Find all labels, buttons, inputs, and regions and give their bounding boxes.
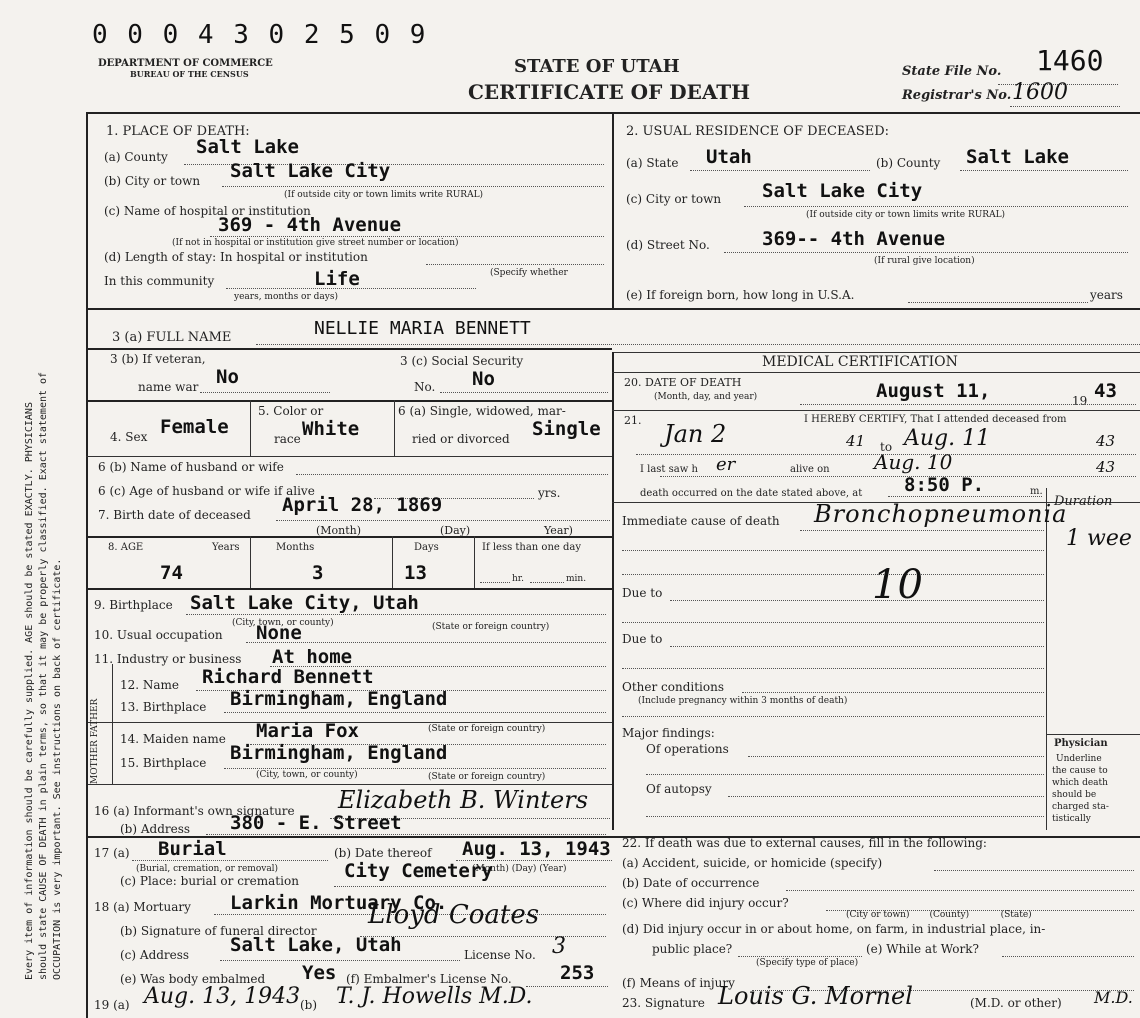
- death-year-prefix: 19: [1072, 394, 1088, 408]
- yrs-label: yrs.: [538, 486, 561, 500]
- res-city-label: (c) City or town: [626, 192, 722, 206]
- social-security-label: 3 (c) Social Security: [400, 354, 524, 368]
- mortuary-address-label: (c) Address: [120, 948, 190, 962]
- pod-city-label: (b) City or town: [104, 174, 201, 188]
- m-label: m.: [1030, 486, 1043, 497]
- certify-number: 21.: [624, 414, 642, 427]
- last-saw-her: er: [716, 454, 736, 475]
- pod-city-value: Salt Lake City: [230, 160, 391, 182]
- specify-place-note: (Specify type of place): [756, 958, 859, 968]
- res-street-label: (d) Street No.: [626, 238, 710, 252]
- while-at-work-label: (e) While at Work?: [866, 942, 979, 956]
- birth-year-note: Year): [544, 524, 573, 537]
- pod-community-label: In this community: [104, 274, 215, 288]
- birthplace-value: Salt Lake City, Utah: [190, 592, 419, 614]
- other-conditions-note: (Include pregnancy within 3 months of death): [638, 696, 848, 706]
- department-label: DEPARTMENT OF COMMERCE: [98, 58, 273, 69]
- res-city-value: Salt Lake City: [762, 180, 923, 202]
- alive-label: alive on: [790, 464, 830, 475]
- state-heading: STATE OF UTAH: [514, 56, 680, 77]
- embalmed-value: Yes: [302, 962, 337, 984]
- immediate-cause-value: Bronchopneumonia: [814, 500, 1068, 528]
- filed-label: 19 (a): [94, 998, 130, 1012]
- immediate-cause-label: Immediate cause of death: [622, 514, 780, 528]
- occurrence-label: (b) Date of occurrence: [622, 876, 760, 890]
- director-signature: Lloyd Coates: [368, 900, 540, 930]
- pod-county-value: Salt Lake: [196, 136, 299, 158]
- mother-city-note: (City, town, or county): [256, 770, 358, 780]
- age-years-col: Years: [212, 542, 240, 553]
- due-to-2-label: Due to: [622, 632, 663, 646]
- res-county-label: (b) County: [876, 156, 941, 170]
- pod-ymd-note: years, months or days): [234, 292, 338, 302]
- mother-name-value: Maria Fox: [256, 720, 359, 742]
- of-autopsy-label: Of autopsy: [646, 782, 712, 796]
- attended-to-year: 43: [1096, 432, 1116, 450]
- birth-month-note: (Month): [316, 524, 362, 537]
- full-name-value: NELLIE MARIA BENNETT: [314, 318, 531, 339]
- spouse-name-label: 6 (b) Name of husband or wife: [98, 460, 284, 474]
- industry-value: At home: [272, 646, 353, 668]
- min-label: min.: [566, 574, 587, 584]
- pod-community-value: Life: [314, 268, 360, 290]
- means-label: (f) Means of injury: [622, 976, 735, 990]
- birth-date-label: 7. Birth date of deceased: [98, 508, 251, 522]
- burial-label: 17 (a): [94, 846, 130, 860]
- res-foreign-label: (e) If foreign born, how long in U.S.A.: [626, 288, 855, 302]
- pod-specify-note: (Specify whether: [490, 268, 568, 278]
- accident-label: (a) Accident, suicide, or homicide (specify): [622, 856, 883, 870]
- occurred-label: death occurred on the date stated above, at: [640, 488, 863, 499]
- attended-from-date: Jan 2: [664, 420, 727, 448]
- medical-certification-title: MEDICAL CERTIFICATION: [762, 354, 958, 370]
- marital-value: Single: [532, 418, 601, 440]
- burial-place-value: City Cemetery: [344, 860, 493, 882]
- mother-birthplace-label: 15. Birthplace: [120, 756, 207, 770]
- date-of-death-value: August 11,: [876, 380, 991, 402]
- last-saw-label: I last saw h: [640, 464, 698, 475]
- bureau-label: BUREAU OF THE CENSUS: [130, 69, 249, 79]
- race-value: White: [302, 418, 360, 440]
- physician-signature: Louis G. Mornel: [718, 982, 913, 1010]
- to-label: to: [880, 440, 893, 454]
- age-months-col: Months: [276, 542, 315, 553]
- major-findings-label: Major findings:: [622, 726, 715, 740]
- physician-box-1: Physician: [1054, 738, 1108, 749]
- age-days-col: Days: [414, 542, 439, 553]
- full-name-label: 3 (a) FULL NAME: [112, 330, 232, 345]
- race-label: race: [274, 432, 301, 446]
- side-instructions-3: OCCUPATION is very important. See instructions on back of certificate.: [52, 558, 63, 980]
- burial-date-value: Aug. 13, 1943: [462, 838, 611, 860]
- age-years-value: 74: [160, 562, 183, 584]
- physician-box-2: Underline: [1056, 754, 1102, 764]
- mother-state-note: (State or foreign country): [428, 772, 546, 782]
- md-label: (M.D. or other): [970, 996, 1062, 1010]
- due-to-1-value: 10: [872, 562, 923, 608]
- death-year-value: 43: [1094, 380, 1117, 402]
- pod-county-label: (a) County: [104, 150, 168, 164]
- physician-box-4: which death: [1052, 778, 1108, 788]
- informant-address-label: (b) Address: [120, 822, 191, 836]
- father-name-label: 12. Name: [120, 678, 180, 692]
- informant-label: 16 (a) Informant's own signature: [94, 804, 295, 818]
- duration-label: Duration: [1054, 494, 1113, 509]
- father-birthplace-value: Birmingham, England: [230, 688, 448, 710]
- burial-date-label: (b) Date thereof: [334, 846, 432, 860]
- registrar-label: Registrar's No.: [902, 88, 1012, 103]
- res-county-value: Salt Lake: [966, 146, 1069, 168]
- pod-hospital-value: 369 - 4th Avenue: [218, 214, 402, 236]
- side-instructions-1: Every item of information should be carefully supplied. AGE should be stated EXACTLY. PHYSICIANS: [24, 402, 35, 980]
- pod-stay-label: (d) Length of stay: In hospital or institution: [104, 250, 368, 264]
- burial-place-label: (c) Place: burial or cremation: [120, 874, 299, 888]
- hr-label: hr.: [512, 574, 524, 584]
- other-conditions-label: Other conditions: [622, 680, 725, 694]
- informant-address-value: 380 - E. Street: [230, 812, 402, 834]
- mortuary-value: Larkin Mortuary Co.: [230, 892, 448, 914]
- bp-city-note: (City, town, or county): [232, 618, 334, 628]
- where-label: (c) Where did injury occur?: [622, 896, 789, 910]
- physician-box-5: should be: [1052, 790, 1097, 800]
- residence-label: 2. USUAL RESIDENCE OF DECEASED:: [626, 124, 890, 139]
- mother-father-label: MOTHER FATHER: [90, 698, 100, 784]
- mother-name-label: 14. Maiden name: [120, 732, 226, 746]
- public-place-label: public place?: [652, 942, 733, 956]
- ss-no-label: No.: [414, 380, 436, 394]
- age-months-value: 3: [312, 562, 324, 584]
- age-label: 8. AGE: [108, 542, 144, 553]
- mortuary-address-value: Salt Lake, Utah: [230, 934, 402, 956]
- where-note: (City or town) (County) (State): [846, 910, 1032, 920]
- res-years-label: years: [1090, 288, 1123, 302]
- registrar-signature: T. J. Howells M.D.: [336, 984, 533, 1009]
- occupation-value: None: [256, 622, 302, 644]
- certificate-title: CERTIFICATE OF DEATH: [468, 80, 751, 104]
- license-value: 3: [552, 934, 566, 959]
- birth-day-note: (Day): [440, 524, 471, 537]
- physician-box-3: the cause to: [1052, 766, 1108, 776]
- alive-year: 43: [1096, 458, 1116, 476]
- physician-box-6: charged sta-: [1052, 802, 1109, 812]
- burial-note: (Burial, cremation, or removal): [136, 864, 279, 874]
- res-street-note: (If rural give location): [874, 256, 975, 266]
- registrar-sig-label: (b): [300, 998, 318, 1012]
- burial-date-note: (Month) (Day) (Year): [472, 864, 567, 874]
- md-handwritten: M.D.: [1094, 988, 1133, 1007]
- veteran-label: 3 (b) If veteran,: [110, 352, 206, 366]
- home-label: (d) Did injury occur in or about home, on farm, in industrial place, in-: [622, 922, 1046, 936]
- embalmer-license-value: 253: [560, 962, 595, 984]
- color-label: 5. Color or: [258, 404, 324, 418]
- ss-value: No: [472, 368, 495, 390]
- birthplace-label: 9. Birthplace: [94, 598, 173, 612]
- date-of-death-label: 20. DATE OF DEATH: [624, 376, 742, 389]
- certify-text: I HEREBY CERTIFY, That I attended deceased from: [804, 414, 1067, 425]
- father-birthplace-label: 13. Birthplace: [120, 700, 207, 714]
- time-of-death: 8:50 P.: [904, 474, 985, 496]
- marital-label-2: ried or divorced: [412, 432, 510, 446]
- res-state-value: Utah: [706, 146, 752, 168]
- war-label: name war: [138, 380, 199, 394]
- registrar-number: 1600: [1012, 80, 1068, 105]
- attended-from-year: 41: [846, 432, 866, 450]
- alive-date: Aug. 10: [874, 450, 953, 474]
- war-value: No: [216, 366, 239, 388]
- res-street-value: 369-- 4th Avenue: [762, 228, 946, 250]
- state-file-number: 1460: [1036, 44, 1104, 77]
- res-city-note: (If outside city or town limits write RURAL): [806, 210, 1006, 220]
- place-of-death-label: 1. PLACE OF DEATH:: [106, 124, 250, 139]
- physician-box-7: tistically: [1052, 814, 1091, 824]
- pod-hospital-note: (If not in hospital or institution give street number or location): [172, 238, 459, 248]
- duration-value: 1 wee: [1066, 526, 1132, 551]
- informant-signature: Elizabeth B. Winters: [338, 786, 589, 814]
- director-label: (b) Signature of funeral director: [120, 924, 317, 938]
- less-than-day-col: If less than one day: [482, 542, 581, 553]
- date-of-death-note: (Month, day, and year): [654, 392, 758, 402]
- embalmer-license-label: (f) Embalmer's License No.: [346, 972, 512, 986]
- external-causes-label: 22. If death was due to external causes, fill in the following:: [622, 836, 987, 850]
- sex-value: Female: [160, 416, 229, 438]
- signature-label: 23. Signature: [622, 996, 705, 1010]
- embalmed-label: (e) Was body embalmed: [120, 972, 266, 986]
- burial-value: Burial: [158, 838, 227, 860]
- res-state-label: (a) State: [626, 156, 679, 170]
- license-label: License No.: [464, 948, 536, 962]
- birth-date-value: April 28, 1869: [282, 494, 443, 516]
- age-days-value: 13: [404, 562, 427, 584]
- pod-hospital-label: (c) Name of hospital or institution: [104, 204, 311, 218]
- side-instructions-2: should state CAUSE OF DEATH in plain terms, so that it may be properly classified. Exact statement of: [38, 371, 49, 980]
- bp-state-note: (State or foreign country): [432, 622, 550, 632]
- state-file-label: State File No.: [902, 64, 1002, 79]
- mother-birthplace-value: Birmingham, England: [230, 742, 448, 764]
- marital-label-1: 6 (a) Single, widowed, mar-: [398, 404, 566, 418]
- attended-to-date: Aug. 11: [904, 426, 991, 451]
- father-name-value: Richard Bennett: [202, 666, 374, 688]
- of-operations-label: Of operations: [646, 742, 729, 756]
- occupation-label: 10. Usual occupation: [94, 628, 223, 642]
- sex-label: 4. Sex: [110, 430, 148, 444]
- industry-label: 11. Industry or business: [94, 652, 242, 666]
- serial-number: 0 0 0 4 3 0 2 5 0 9: [92, 20, 428, 50]
- pod-city-note: (If outside city or town limits write RURAL): [284, 190, 484, 200]
- spouse-age-label: 6 (c) Age of husband or wife if alive: [98, 484, 315, 498]
- father-state-note: (State or foreign country): [428, 724, 546, 734]
- due-to-1-label: Due to: [622, 586, 663, 600]
- filed-date: Aug. 13, 1943: [144, 984, 301, 1009]
- mortuary-label: 18 (a) Mortuary: [94, 900, 191, 914]
